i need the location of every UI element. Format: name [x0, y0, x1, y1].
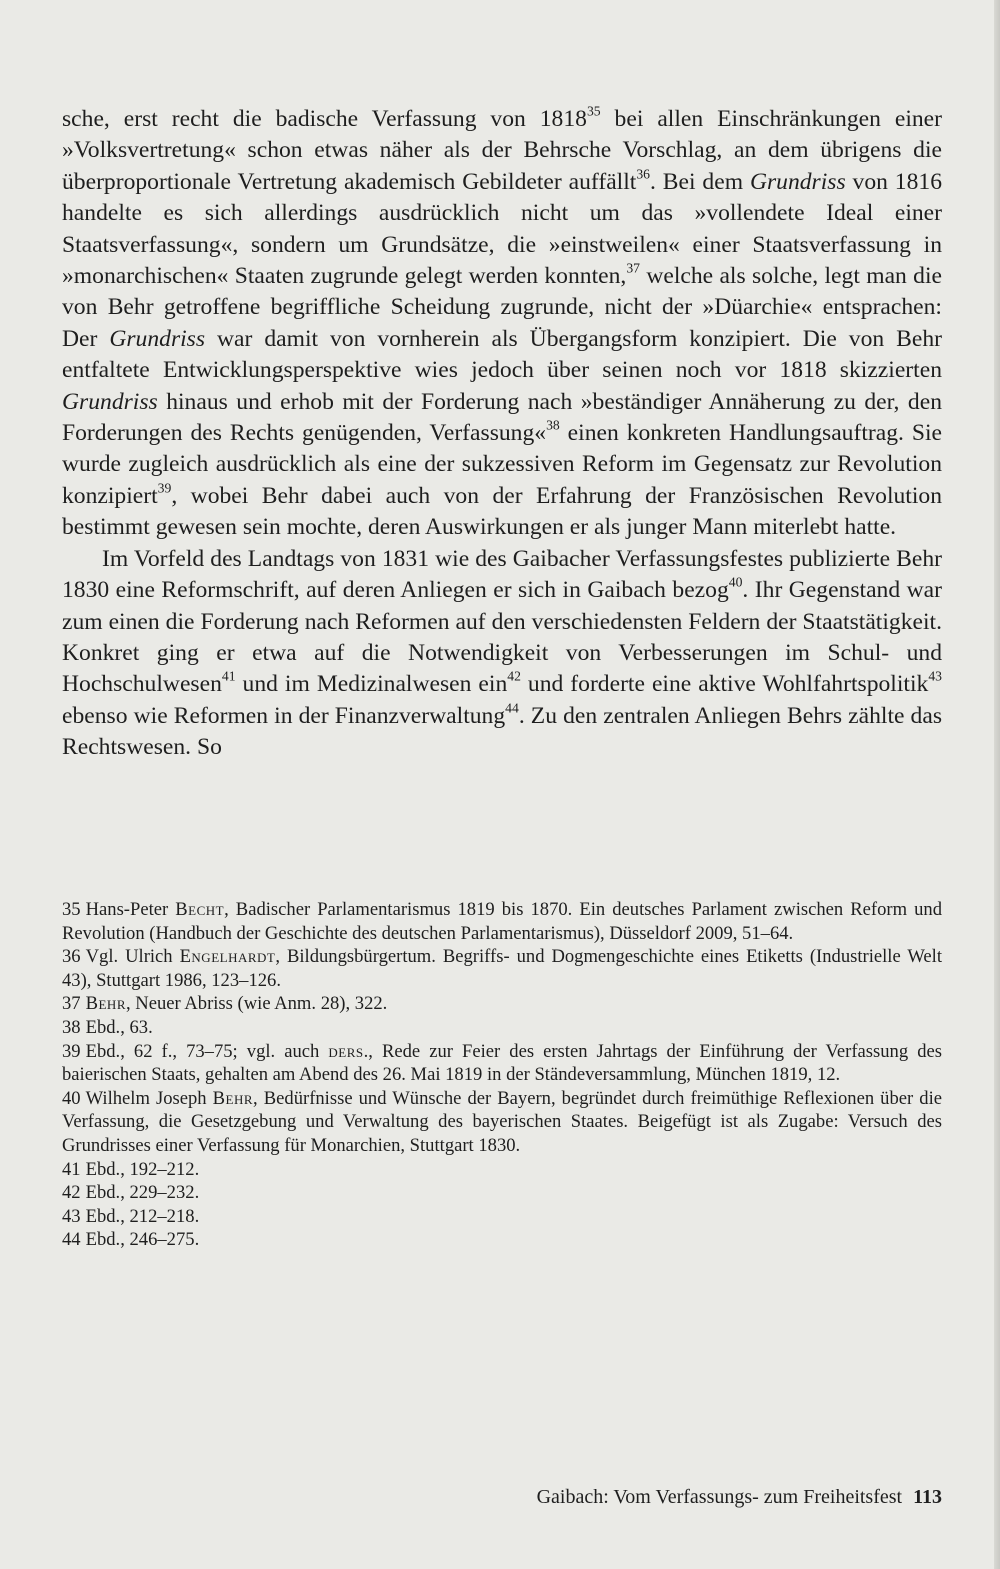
footnote-37: [62, 992, 942, 1016]
footnotes: [62, 898, 942, 1252]
page-number: 113: [913, 1486, 942, 1508]
footnote-ref-39[interactable]: 39: [157, 480, 172, 496]
footnote-text: , Neuer Abriss (wie Anm. 28), 322.: [126, 993, 388, 1015]
italic-title: Grundriss: [749, 168, 846, 195]
footnote-text: , Bildungsbürgertum. Begriffs- und Dogmengeschichte eines Etiketts (Industrielle Welt 43), Stuttgart 1986, 123–126.: [62, 946, 942, 991]
page-edge: [994, 0, 1000, 1569]
footnote-36: [62, 945, 942, 992]
footnote-ref-43[interactable]: 43: [928, 669, 942, 685]
footnote-number: 43: [62, 1205, 81, 1227]
footnote-text: Ebd., 62 f., 73–75; vgl. auch: [85, 1040, 329, 1062]
author-name: ders: [328, 1040, 364, 1062]
footnote-ref-38[interactable]: 38: [546, 417, 560, 433]
footnote-number: 44: [62, 1229, 81, 1251]
footnote-ref-42[interactable]: 42: [507, 669, 521, 685]
text-run: und forderte eine aktive Wohlfahrtspolitik: [520, 671, 929, 698]
text-run: Im Vorfeld des Landtags von 1831 wie des Gaibacher Verfassungsfestes publizierte Behr 1830 eine Reformschrift, auf deren Anliegen er sich in Gaibach bezog: [62, 545, 942, 604]
running-footer: [537, 1484, 942, 1510]
running-title: Gaibach: Vom Verfassungs- zum Freiheitsfest: [536, 1486, 903, 1508]
italic-title: Grundriss: [62, 388, 158, 415]
text-run: welche als solche, legt man die von Behr getroffene begriffliche Scheidung zugrunde, nicht der »Düarchie« entsprachen: Der: [62, 263, 942, 352]
text-run: . Zu den zentralen Anliegen Behrs zählte das Rechtswesen. So: [62, 702, 942, 761]
text-run: . Ihr Gegenstand war zum einen die Forderung nach Reformen auf den verschiedensten Feldern der Staatstätigkeit. Konkret ging er etwa auf die Notwendigkeit von Verbesserungen im Schul- und Hochschulwesen: [62, 577, 942, 698]
footnote-text: , Badischer Parlamentarismus 1819 bis 1870. Ein deutsches Parlament zwischen Reform und Revolution (Handbuch der Geschichte des deutschen Parlamentarismus), Düsseldorf 2009, 51–64.: [62, 899, 943, 944]
footnote-text: , Bedürfnisse und Wünsche der Bayern, begründet durch freimüthige Reflexionen über die Verfassung, die Gesetzgebung und Verwaltung des bayerischen Staates. Beigefügt ist als Zugabe: Versuch des Grundrisses einer Verfassung für Monarchien, Stuttgart 1830.: [62, 1087, 942, 1156]
footnote-text: Wilhelm Joseph: [85, 1087, 213, 1109]
footnote-text: ., Rede zur Feier des ersten Jahrtags der Einführung der Verfassung des baierischen Staats, gehalten am Abend des 26. Mai 1819 in der Ständeversammlung, München 1819, 12.: [62, 1040, 942, 1086]
text-run: . Bei dem: [650, 168, 750, 195]
footnote-text: Ebd., 229–232.: [85, 1182, 200, 1204]
text-run: hinaus und erhob mit der Forderung nach »beständiger Annäherung zu der, den Forderungen des Rechts genügenden, Verfassung«: [62, 388, 942, 447]
footnote-text: Vgl. Ulrich: [85, 946, 180, 968]
footnote-40: [62, 1087, 942, 1158]
footnote-number: 36: [62, 946, 81, 968]
footnote-ref-37[interactable]: 37: [626, 260, 640, 276]
paragraph-1: [62, 104, 942, 544]
text-run: ebenso wie Reformen in der Finanzverwaltung: [62, 702, 506, 729]
footnote-number: 41: [62, 1158, 81, 1180]
author-name: Behr: [85, 993, 126, 1015]
footnote-41: [62, 1158, 942, 1182]
footnote-text: Hans-Peter: [85, 899, 176, 920]
text-run: , wobei Behr dabei auch von der Erfahrung der Französischen Revolution bestimmt gewesen sein mochte, deren Auswirkungen er als junger Mann miterlebt hatte.: [62, 482, 942, 541]
footnote-43: [62, 1205, 942, 1229]
text-run: sche, erst recht die badische Verfassung von 1818: [62, 106, 587, 132]
text-run: von 1816 handelte es sich allerdings ausdrücklich nicht um das »vollendete Ideal einer Staatsverfassung«, sondern um Grundsätze, die »einstweilen« einer Staatsverfassung in »monarchischen« Staaten zugrunde gelegt werden konnten,: [62, 168, 942, 290]
footnote-number: 40: [62, 1087, 81, 1109]
footnote-number: 38: [62, 1016, 81, 1038]
text-run: einen konkreten Handlungsauftrag. Sie wurde zugleich ausdrücklich als eine der sukzessiven Reform im Gegensatz zur Revolution konzipiert: [62, 420, 942, 509]
footnote-number: 35: [62, 899, 81, 920]
footnote-ref-40[interactable]: 40: [728, 574, 743, 590]
footnote-number: 42: [62, 1182, 81, 1204]
footnote-number: 39: [62, 1040, 81, 1062]
footnote-text: Ebd., 63.: [85, 1016, 153, 1038]
footnote-ref-35[interactable]: 35: [586, 103, 601, 119]
footnote-ref-44[interactable]: 44: [505, 700, 519, 716]
footnote-44: [62, 1228, 942, 1252]
footnote-38: [62, 1016, 942, 1040]
text-run: und im Medizinalwesen ein: [235, 671, 508, 698]
author-name: Becht: [175, 899, 225, 920]
footnote-number: 37: [62, 993, 81, 1015]
paragraph-2: [62, 544, 942, 764]
text-run: war damit von vornherein als Übergangsform konzipiert. Die von Behr entfaltete Entwicklungsperspektive wies jedoch über seinen noch vor 1818 skizzierten: [62, 325, 942, 384]
italic-title: Grundriss: [109, 325, 206, 352]
footnote-text: Ebd., 212–218.: [85, 1205, 200, 1227]
footnote-42: [62, 1181, 942, 1205]
footnote-ref-41[interactable]: 41: [221, 669, 236, 685]
footnote-text: Ebd., 246–275.: [85, 1229, 200, 1251]
footnote-ref-36[interactable]: 36: [636, 166, 651, 182]
author-name: Engelhardt: [179, 946, 276, 968]
text-run: bei allen Einschränkungen einer »Volksvertretung« schon etwas näher als der Behrsche Vorschlag, an dem übrigens die überproportionale Vertretung akademisch Gebildeter auffällt: [62, 106, 942, 195]
footnote-35: [62, 898, 942, 945]
footnote-text: Ebd., 192–212.: [85, 1158, 200, 1180]
author-name: Behr: [212, 1087, 254, 1109]
main-text: [62, 104, 942, 764]
footnote-39: [62, 1040, 942, 1087]
